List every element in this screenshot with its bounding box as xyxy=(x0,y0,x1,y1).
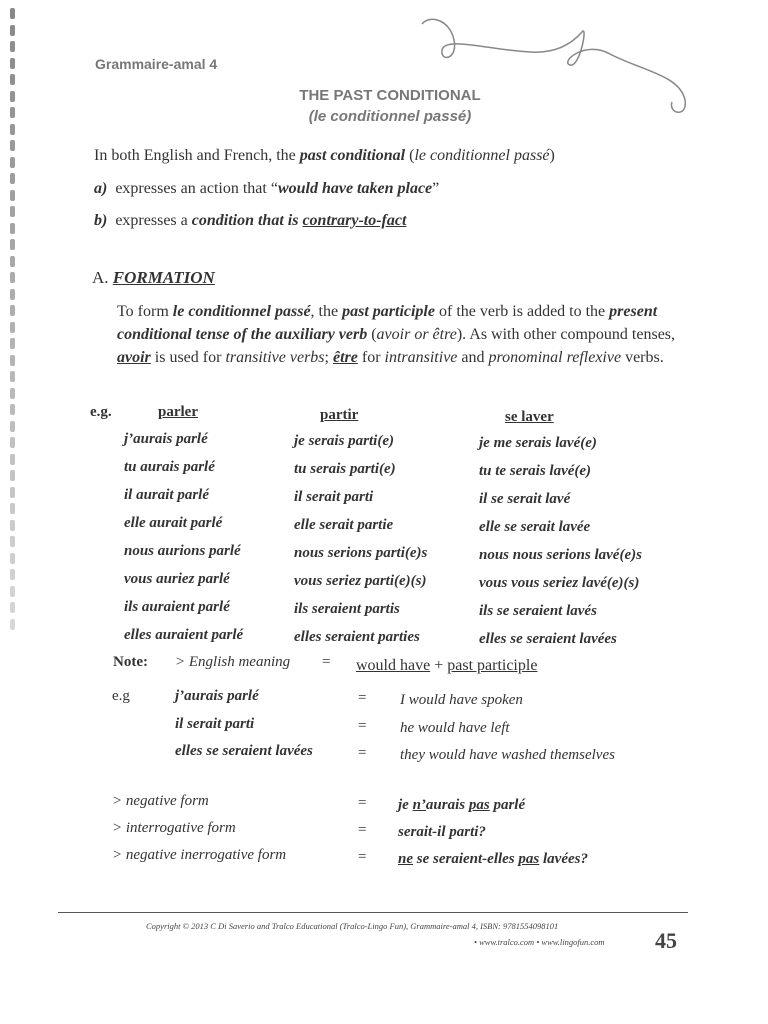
binding-hole xyxy=(10,355,15,366)
negative-interrogative-form-value: ne se seraient-elles pas lavées? xyxy=(398,851,588,867)
workbook-label: Grammaire-amal 4 xyxy=(95,56,218,72)
conjugation-se-laver: elle se serait lavée xyxy=(479,519,591,535)
conjugation-parler: elle aurait parlé xyxy=(124,515,223,531)
binding-hole xyxy=(10,223,15,234)
binding-hole xyxy=(10,487,15,498)
example-equals: = xyxy=(358,718,367,734)
conjugation-partir: je serais parti(e) xyxy=(294,433,394,449)
conjugation-parler: elles auraient parlé xyxy=(124,627,244,643)
page-number: 45 xyxy=(655,928,677,953)
section-heading-formation: A. FORMATION xyxy=(92,268,215,287)
interrogative-form-equals: = xyxy=(358,822,367,838)
binding-hole xyxy=(10,536,15,547)
note-definition: would have + past participle xyxy=(356,657,538,674)
example-french: j’aurais parlé xyxy=(175,688,259,704)
conjugation-se-laver: nous nous serions lavé(e)s xyxy=(479,547,642,563)
negative-form-equals: = xyxy=(358,795,367,811)
binding-hole xyxy=(10,74,15,85)
conjugation-partir: vous seriez parti(e)(s) xyxy=(294,573,427,589)
intro-line: In both English and French, the past conditional (le conditionnel passé) xyxy=(94,147,555,164)
binding-hole xyxy=(10,338,15,349)
note-equals: = xyxy=(322,654,331,670)
binding-hole xyxy=(10,619,15,630)
binding-hole xyxy=(10,503,15,514)
conjugation-parler: il aurait parlé xyxy=(124,487,210,503)
binding-hole xyxy=(10,206,15,217)
conjugation-partir: il serait parti xyxy=(294,489,374,505)
footer-websites: • www.tralco.com • www.lingofun.com xyxy=(474,937,605,947)
binding-hole xyxy=(10,322,15,333)
binding-hole xyxy=(10,305,15,316)
conjugation-parler: vous auriez parlé xyxy=(124,571,230,587)
binding-hole xyxy=(10,272,15,283)
binding-hole xyxy=(10,454,15,465)
interrogative-form-value: serait-il parti? xyxy=(398,824,486,840)
binding-hole xyxy=(10,569,15,580)
conjugation-partir: elle serait partie xyxy=(294,517,394,533)
footer-divider xyxy=(58,912,688,913)
binding-hole xyxy=(10,140,15,151)
conjugation-se-laver: il se serait lavé xyxy=(479,491,571,507)
binding-hole xyxy=(10,388,15,399)
page-title: THE PAST CONDITIONAL xyxy=(299,87,481,104)
conjugation-se-laver: tu te serais lavé(e) xyxy=(479,463,592,479)
binding-hole xyxy=(10,404,15,415)
conjugation-se-laver: je me serais lavé(e) xyxy=(479,435,597,451)
conjugation-partir: elles seraient parties xyxy=(294,629,420,645)
binding-hole xyxy=(10,157,15,168)
binding-hole xyxy=(10,553,15,564)
binding-hole xyxy=(10,602,15,613)
note-label: Note: xyxy=(113,654,148,670)
example-french: elles se seraient lavées xyxy=(175,743,313,759)
conjugation-se-laver: vous vous seriez lavé(e)(s) xyxy=(479,575,640,591)
binding-hole xyxy=(10,239,15,250)
formation-paragraph: To form le conditionnel passé, the past participle of the verb is added to the present conditional tense of the auxiliary verb (avoir or être). As with other compound tenses, avoir is used for transitive verbs; être for intransitive and pronominal reflexive verbs. xyxy=(117,303,676,366)
binding-hole xyxy=(10,190,15,201)
column-header-parler: parler xyxy=(158,404,198,420)
example-equals: = xyxy=(358,745,367,761)
conjugation-partir: tu serais parti(e) xyxy=(294,461,396,477)
binding-hole xyxy=(10,421,15,432)
binding-hole xyxy=(10,25,15,36)
binding-hole xyxy=(10,586,15,597)
intro-point-a: a) expresses an action that “would have taken place” xyxy=(94,180,440,197)
binding-hole xyxy=(10,58,15,69)
binding-hole xyxy=(10,256,15,267)
column-header-se-laver: se laver xyxy=(505,409,554,425)
example-equals: = xyxy=(358,690,367,706)
binding-hole xyxy=(10,470,15,481)
conjugation-se-laver: ils se seraient lavés xyxy=(479,603,597,619)
binding-hole xyxy=(10,41,15,52)
example-english: he would have left xyxy=(400,720,510,736)
examples-label: e.g xyxy=(112,688,130,704)
binding-hole xyxy=(10,8,15,19)
binding-hole xyxy=(10,173,15,184)
conjugation-parler: ils auraient parlé xyxy=(124,599,230,615)
conjugation-partir: nous serions parti(e)s xyxy=(294,545,428,561)
example-english: they would have washed themselves xyxy=(400,747,615,763)
conjugation-partir: ils seraient partis xyxy=(294,601,400,617)
note-text: > English meaning xyxy=(175,654,291,670)
negative-form-label: > negative form xyxy=(112,793,209,809)
interrogative-form-label: > interrogative form xyxy=(112,820,236,836)
page-subtitle: (le conditionnel passé) xyxy=(308,108,472,125)
conjugation-parler: j’aurais parlé xyxy=(124,431,208,447)
conjugation-parler: nous aurions parlé xyxy=(124,543,241,559)
column-header-partir: partir xyxy=(320,407,359,423)
example-english: I would have spoken xyxy=(400,692,523,708)
binding-hole xyxy=(10,437,15,448)
example-label: e.g. xyxy=(90,404,112,420)
conjugation-se-laver: elles se seraient lavées xyxy=(479,631,617,647)
copyright-notice: Copyright © 2013 C Di Saverio and Tralco Educational (Tralco-Lingo Fun), Grammaire-amal 4, ISBN: 9781554098101 xyxy=(146,921,559,931)
conjugation-parler: tu aurais parlé xyxy=(124,459,215,475)
binding-hole xyxy=(10,289,15,300)
binding-hole xyxy=(10,124,15,135)
negative-form-value: je n’aurais pas parlé xyxy=(398,797,526,813)
intro-point-b: b) expresses a condition that is contrary-to-fact xyxy=(94,212,407,229)
binding-hole xyxy=(10,520,15,531)
binding-hole xyxy=(10,371,15,382)
negative-interrogative-form-label: > negative inerrogative form xyxy=(112,847,287,863)
example-french: il serait parti xyxy=(175,716,255,732)
negative-interrogative-form-equals: = xyxy=(358,849,367,865)
